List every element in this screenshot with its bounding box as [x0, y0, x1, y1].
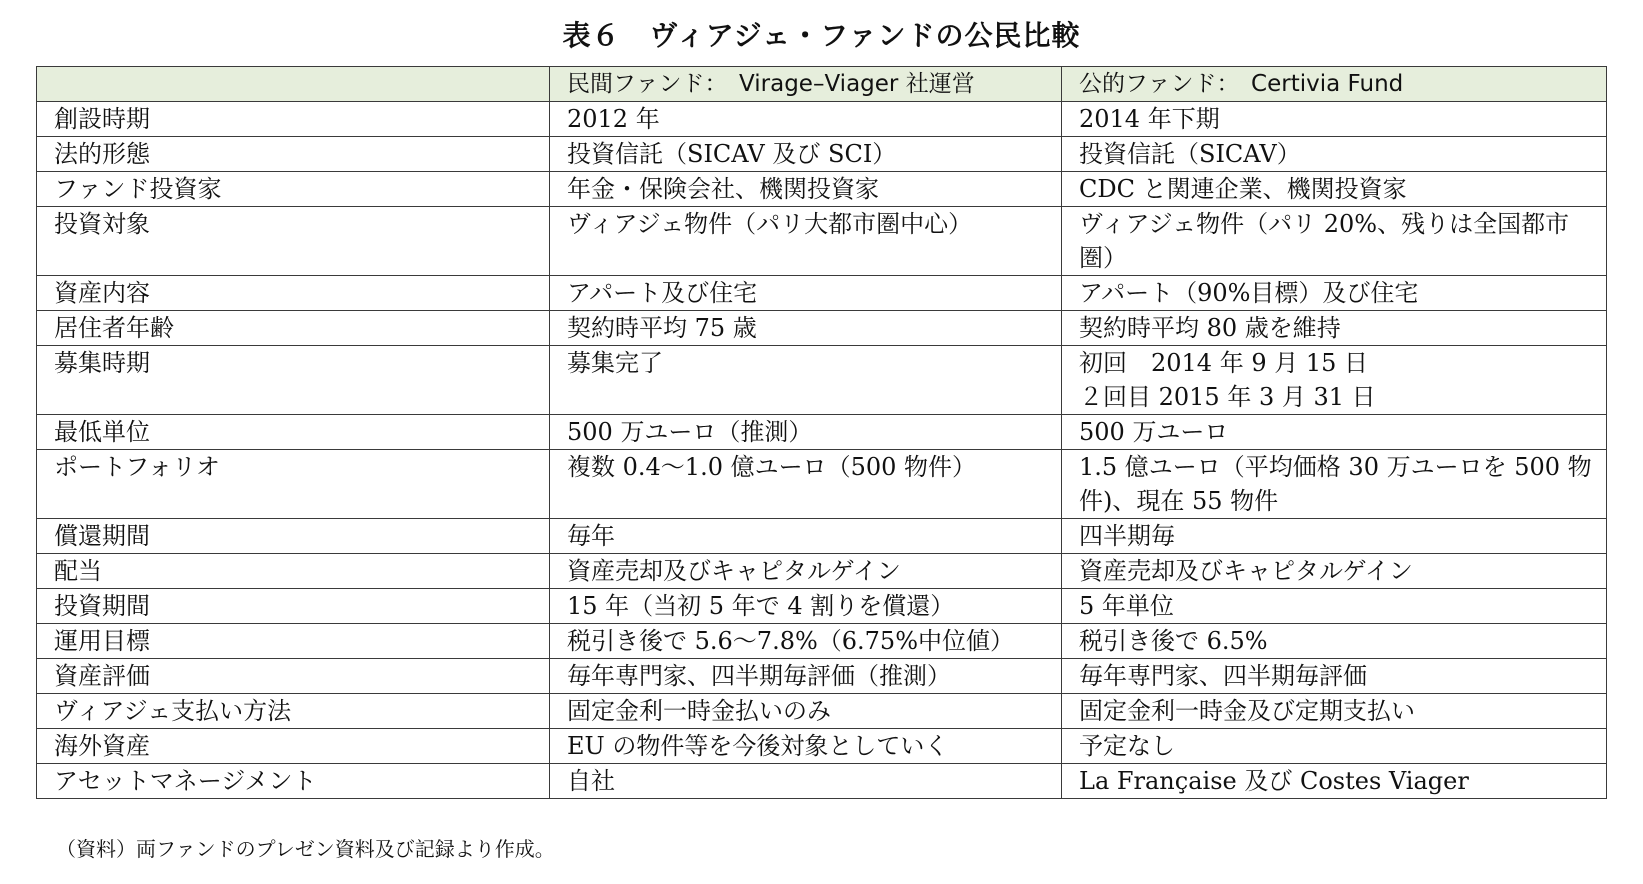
table-row [37, 694, 1607, 729]
private-fund-cell: アパート及び住宅 [550, 276, 1062, 311]
header-private-fund: 民間ファンド： Virage–Viager 社運営 [550, 67, 1062, 102]
public-fund-cell: 500 万ユーロ [1062, 415, 1607, 450]
public-fund-cell: ヴィアジェ物件（パリ 20%、残りは全国都市圏） [1062, 207, 1607, 276]
row-label: 運用目標 [37, 624, 550, 659]
public-fund-cell: 四半期毎 [1062, 519, 1607, 554]
table-row [37, 311, 1607, 346]
table-row [37, 276, 1607, 311]
public-fund-cell: 2014 年下期 [1062, 102, 1607, 137]
table-row [37, 589, 1607, 624]
source-note: （資料）両ファンドのプレゼン資料及び記録より作成。 [56, 837, 555, 861]
row-label: 居住者年齢 [37, 311, 550, 346]
table-row [37, 415, 1607, 450]
table-row [37, 137, 1607, 172]
public-fund-cell: 初回 2014 年 9 月 15 日 ２回目 2015 年 3 月 31 日 [1062, 346, 1607, 415]
public-fund-cell: 税引き後で 6.5% [1062, 624, 1607, 659]
table-title: 表６ ヴィアジェ・ファンドの公民比較 [562, 19, 1081, 52]
row-label: 償還期間 [37, 519, 550, 554]
table-row [37, 554, 1607, 589]
header-public-fund: 公的ファンド： Certivia Fund [1062, 67, 1607, 102]
row-label: 配当 [37, 554, 550, 589]
public-fund-cell: 1.5 億ユーロ（平均価格 30 万ユーロを 500 物件)、現在 55 物件 [1062, 450, 1607, 519]
private-fund-cell: 固定金利一時金払いのみ [550, 694, 1062, 729]
private-fund-cell: 毎年 [550, 519, 1062, 554]
table-row [37, 450, 1607, 519]
private-fund-cell: EU の物件等を今後対象としていく [550, 729, 1062, 764]
row-label: ファンド投資家 [37, 172, 550, 207]
private-fund-cell: 複数 0.4～1.0 億ユーロ（500 物件） [550, 450, 1062, 519]
table-row [37, 659, 1607, 694]
private-fund-cell: 2012 年 [550, 102, 1062, 137]
public-fund-cell: 予定なし [1062, 729, 1607, 764]
private-fund-cell: 税引き後で 5.6～7.8%（6.75%中位値） [550, 624, 1062, 659]
row-label: 資産評価 [37, 659, 550, 694]
private-fund-cell: 毎年専門家、四半期毎評価（推測） [550, 659, 1062, 694]
private-fund-cell: 契約時平均 75 歳 [550, 311, 1062, 346]
private-fund-cell: 年金・保険会社、機関投資家 [550, 172, 1062, 207]
private-fund-cell: ヴィアジェ物件（パリ大都市圏中心） [550, 207, 1062, 276]
row-label: 投資対象 [37, 207, 550, 276]
private-fund-cell: 500 万ユーロ（推測） [550, 415, 1062, 450]
row-label: 海外資産 [37, 729, 550, 764]
table-row [37, 729, 1607, 764]
public-fund-cell: 固定金利一時金及び定期支払い [1062, 694, 1607, 729]
public-fund-cell: CDC と関連企業、機関投資家 [1062, 172, 1607, 207]
row-label: 法的形態 [37, 137, 550, 172]
public-fund-cell: アパート（90%目標）及び住宅 [1062, 276, 1607, 311]
row-label: 投資期間 [37, 589, 550, 624]
row-label: 資産内容 [37, 276, 550, 311]
private-fund-cell: 自社 [550, 764, 1062, 799]
row-label: 最低単位 [37, 415, 550, 450]
table-row [37, 207, 1607, 276]
public-fund-cell: 毎年専門家、四半期毎評価 [1062, 659, 1607, 694]
public-fund-cell: 5 年単位 [1062, 589, 1607, 624]
public-fund-cell: 契約時平均 80 歳を維持 [1062, 311, 1607, 346]
header-empty-cell [37, 67, 550, 102]
public-fund-cell: 資産売却及びキャピタルゲイン [1062, 554, 1607, 589]
table-row [37, 172, 1607, 207]
public-fund-cell: La Française 及び Costes Viager [1062, 764, 1607, 799]
row-label: 募集時期 [37, 346, 550, 415]
comparison-table [36, 66, 1607, 799]
row-label: アセットマネージメント [37, 764, 550, 799]
table-row [37, 519, 1607, 554]
private-fund-cell: 募集完了 [550, 346, 1062, 415]
private-fund-cell: 投資信託（SICAV 及び SCI） [550, 137, 1062, 172]
table-row [37, 102, 1607, 137]
header-row [37, 67, 1607, 102]
table-row [37, 624, 1607, 659]
row-label: 創設時期 [37, 102, 550, 137]
public-fund-cell: 投資信託（SICAV） [1062, 137, 1607, 172]
row-label: ポートフォリオ [37, 450, 550, 519]
private-fund-cell: 15 年（当初 5 年で 4 割りを償還） [550, 589, 1062, 624]
table-row [37, 764, 1607, 799]
private-fund-cell: 資産売却及びキャピタルゲイン [550, 554, 1062, 589]
table-row [37, 346, 1607, 415]
row-label: ヴィアジェ支払い方法 [37, 694, 550, 729]
